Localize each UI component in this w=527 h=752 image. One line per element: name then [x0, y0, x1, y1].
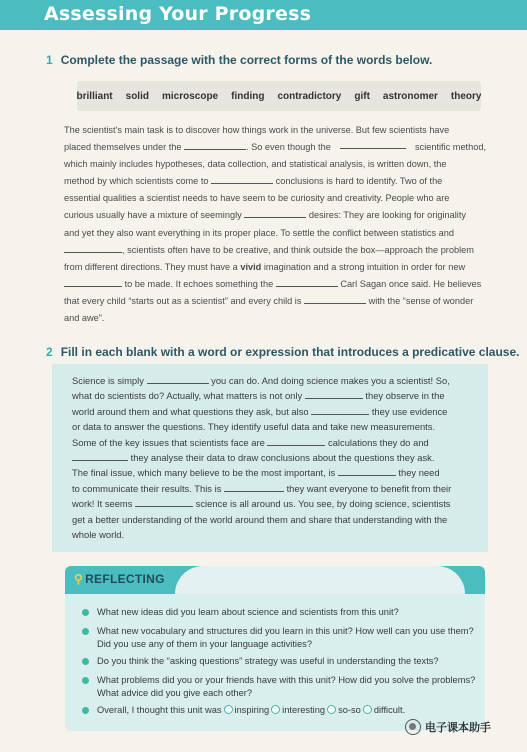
passage-text: conclusions is hard to identify. Two of the — [275, 176, 443, 187]
page-banner — [0, 0, 527, 30]
reflect-item — [82, 625, 478, 652]
answer-blank[interactable] — [64, 243, 122, 253]
radio-difficult[interactable] — [363, 705, 372, 714]
reflecting-title-text: REFLECTING — [85, 572, 165, 586]
wechat-icon — [405, 719, 421, 735]
answer-blank[interactable] — [311, 405, 369, 415]
passage-line — [64, 242, 486, 259]
answer-blank[interactable] — [305, 389, 363, 399]
reflect-item — [82, 655, 478, 668]
radio-inspiring[interactable] — [224, 705, 233, 714]
passage-line — [72, 404, 478, 419]
word-bank-item: contradictory — [277, 90, 342, 102]
bullet-icon — [82, 677, 89, 684]
passage-text: to be made. It echoes something the — [124, 278, 274, 289]
overall-prefix: Overall, I thought this unit was — [97, 705, 222, 715]
passage-line — [72, 419, 478, 434]
q1-instruction: Complete the passage with the correct forms of the words below. — [60, 53, 433, 67]
passage-line — [64, 139, 486, 156]
passage-line — [72, 388, 478, 403]
passage-line — [72, 527, 478, 542]
q1-number: 1 — [46, 53, 53, 67]
q2-passage — [72, 373, 478, 542]
passage-line — [72, 435, 478, 450]
word-bank-item: brilliant — [76, 90, 113, 102]
answer-blank[interactable] — [338, 466, 396, 476]
q2-title — [46, 345, 519, 359]
word-bank — [77, 81, 481, 111]
passage-text: Some of the key issues that scientists face are — [72, 436, 265, 448]
bullet-icon — [82, 609, 89, 616]
passage-bold-word: vivid — [240, 261, 262, 272]
passage-text: work! It seems — [72, 498, 133, 510]
option-label: so-so — [338, 705, 361, 715]
passage-text: , scientists often have to be creative, and think outside the box—approach the problem — [122, 244, 474, 255]
passage-line — [64, 207, 486, 224]
passage-line — [64, 259, 486, 276]
passage-text: whole world. — [72, 529, 125, 541]
answer-blank[interactable] — [64, 277, 122, 287]
passage-text: The final issue, which many believe to be the most important, is — [72, 467, 336, 479]
answer-blank[interactable] — [276, 277, 338, 287]
reflect-item-text: What problems did you or your friends have with this unit? How did you solve the problems? What advice did you give each other? — [97, 675, 476, 699]
passage-line — [64, 293, 486, 310]
passage-text: with the “sense of wonder — [368, 295, 474, 306]
passage-text: desires: They are looking for originality — [308, 210, 466, 221]
passage-text: method by which scientists come to — [64, 176, 209, 187]
answer-blank[interactable] — [267, 436, 325, 446]
word-bank-item: gift — [354, 90, 370, 102]
answer-blank[interactable] — [135, 497, 193, 507]
watermark-text: 电子课本助手 — [425, 722, 491, 734]
passage-text: imagination and a strong intuition in order for new — [263, 261, 466, 272]
passage-text: they want everyone to benefit from their — [286, 482, 452, 494]
option-label: interesting — [282, 705, 326, 715]
word-bank-item: solid — [125, 90, 149, 102]
bullet-icon — [82, 658, 89, 665]
answer-blank[interactable] — [184, 140, 246, 150]
passage-line — [72, 373, 478, 388]
answer-blank[interactable] — [244, 208, 306, 218]
passage-text: from different directions. They must have a — [64, 261, 238, 272]
passage-text: they need — [398, 467, 440, 479]
watermark — [405, 719, 491, 735]
option-label: difficult. — [373, 705, 406, 715]
reflect-overall-text — [97, 704, 478, 717]
word-bank-item: finding — [231, 90, 265, 102]
passage-text: that every child “starts out as a scientist” and every child is — [64, 295, 302, 306]
q1-passage — [64, 122, 486, 327]
passage-text: Carl Sagan once said. He believes — [340, 278, 482, 289]
passage-text: calculations they do and — [328, 436, 429, 448]
passage-line — [64, 190, 486, 207]
reflect-item-text: Do you think the “asking questions” strategy was useful in understanding the texts? — [97, 656, 439, 666]
q2-instruction: Fill in each blank with a word or expression that introduces a predicative clause. — [60, 345, 520, 359]
passage-line — [64, 276, 486, 293]
passage-text: scientific method, — [415, 142, 486, 153]
passage-text: they use evidence — [371, 405, 448, 417]
reflecting-header-tab — [175, 566, 465, 594]
passage-line — [64, 310, 486, 327]
passage-text: they observe in the — [365, 390, 445, 402]
passage-text: and yet they also want everything in its proper place. To settle the conflict between statistics and — [64, 227, 455, 238]
passage-line — [72, 450, 478, 465]
passage-text: science is all around us. You see, by doing science, scientists — [195, 498, 451, 510]
passage-line — [64, 173, 486, 190]
passage-text: world around them and what questions they ask, but also — [72, 405, 309, 417]
passage-line — [64, 225, 486, 242]
passage-line — [64, 122, 486, 139]
bullet-icon — [82, 707, 89, 714]
passage-text: get a better understanding of the world around them and share that understanding with the — [72, 513, 448, 525]
lightbulb-icon: ⚲ — [74, 572, 84, 586]
answer-blank[interactable] — [72, 451, 128, 461]
reflect-item — [82, 606, 478, 619]
answer-blank[interactable] — [304, 294, 366, 304]
passage-text: to communicate their results. This is — [72, 482, 222, 494]
answer-blank[interactable] — [147, 374, 209, 384]
passage-text: what do scientists do? Actually, what matters is not only — [72, 390, 303, 402]
radio-so-so[interactable] — [327, 705, 336, 714]
word-bank-item: microscope — [161, 90, 219, 102]
passage-text: and awe”. — [64, 313, 105, 324]
passage-line — [72, 481, 478, 496]
word-bank-item: astronomer — [382, 90, 438, 102]
passage-text: placed themselves under the — [64, 142, 182, 153]
option-label: inspiring — [234, 705, 270, 715]
q2-number: 2 — [46, 345, 53, 359]
reflecting-title — [74, 572, 165, 586]
passage-text: Science is simply — [72, 375, 144, 386]
reflect-item-text: What new ideas did you learn about science and scientists from this unit? — [97, 607, 399, 617]
page-title: Assessing Your Progress — [44, 3, 312, 25]
answer-blank[interactable] — [211, 174, 273, 184]
bullet-icon — [82, 628, 89, 635]
passage-line — [72, 496, 478, 511]
passage-text: they analyse their data to draw conclusions about the questions they ask. — [130, 452, 435, 464]
radio-interesting[interactable] — [271, 705, 280, 714]
reflect-item-text: What new vocabulary and structures did you learn in this unit? How well can you use them? Did you use any of them in your language activities? — [97, 626, 474, 650]
reflect-item — [82, 674, 478, 701]
passage-line — [64, 156, 486, 173]
passage-text: or data to answer the questions. They identify useful data and take new measurements. — [72, 421, 436, 433]
passage-line — [72, 465, 478, 480]
answer-blank[interactable] — [340, 139, 406, 149]
passage-text: . So even though the — [246, 142, 331, 153]
passage-line — [72, 512, 478, 527]
reflect-overall — [82, 704, 478, 717]
passage-text: The scientist's main task is to discover how things work in the universe. But few scientists have — [64, 125, 450, 135]
passage-text: which mainly includes hypotheses, data collection, and statistical analysis, is written down, the — [64, 159, 447, 170]
passage-text: you can do. And doing science makes you a scientist! So, — [211, 375, 450, 386]
passage-text: curious usually have a mixture of seemingly — [64, 210, 242, 221]
q1-title — [46, 53, 432, 67]
word-bank-item: theory — [450, 90, 482, 102]
passage-text: essential qualities a scientist needs to have seem to be curiosity and creativity. People who are — [64, 193, 450, 204]
answer-blank[interactable] — [224, 482, 284, 492]
